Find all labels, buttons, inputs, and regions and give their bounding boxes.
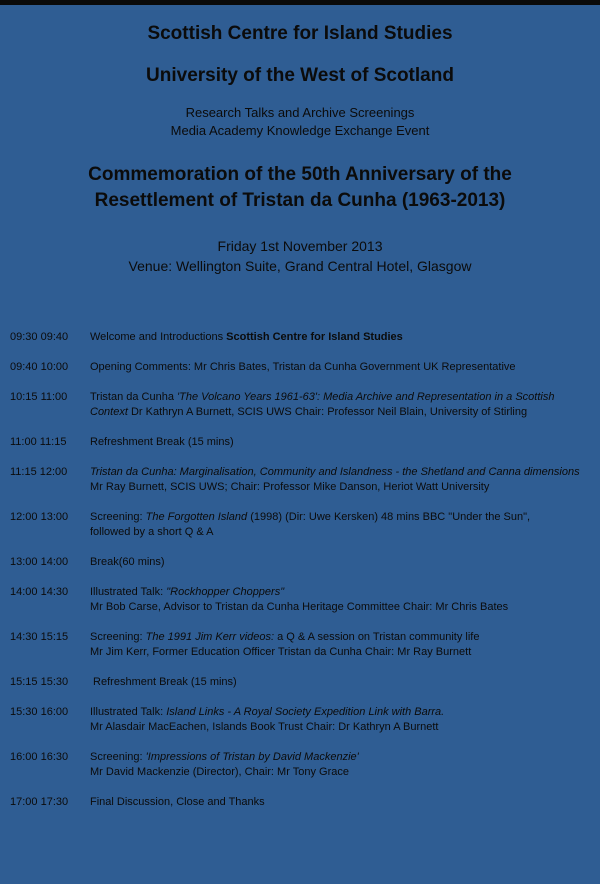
session-title: The Forgotten Island bbox=[145, 511, 248, 523]
session-line bbox=[90, 630, 595, 645]
session-speakers: Mr Jim Kerr, Former Education Officer Tristan da Cunha Chair: Mr Ray Burnett bbox=[90, 646, 472, 658]
schedule-row bbox=[10, 465, 595, 495]
session-line bbox=[90, 405, 595, 420]
event-header bbox=[0, 22, 600, 276]
event-subtitle-2: Media Academy Knowledge Exchange Event bbox=[170, 123, 430, 138]
session-description bbox=[90, 585, 595, 615]
time-slot: 10:15 11:00 bbox=[10, 391, 68, 403]
session-title-cont: Context bbox=[90, 406, 128, 418]
organization-name: Scottish Centre for Island Studies bbox=[147, 23, 453, 44]
schedule-row bbox=[10, 675, 595, 690]
session-description bbox=[90, 390, 595, 420]
time-slot: 09:40 10:00 bbox=[10, 361, 69, 373]
session-description bbox=[90, 330, 595, 345]
session-text: Opening Comments: Mr Chris Bates, Tristan da Cunha Government UK Representative bbox=[90, 361, 516, 373]
event-date-venue bbox=[0, 236, 600, 276]
top-border bbox=[0, 0, 600, 5]
session-text: Break(60 mins) bbox=[90, 556, 165, 568]
schedule-row bbox=[10, 360, 595, 375]
event-subtitle: Research Talks and Archive Screenings bbox=[185, 105, 415, 120]
session-details: a Q & A session on Tristan community life bbox=[274, 631, 480, 643]
event-title-line-1: Commemoration of the 50th Anniversary of the bbox=[88, 164, 512, 185]
time-slot: 15:30 16:00 bbox=[10, 706, 69, 718]
session-description bbox=[90, 360, 595, 375]
session-title: 'The Volcano Years 1961-63': Media Archive and Representation in a Scottish bbox=[177, 391, 555, 403]
time-slot: 11:15 12:00 bbox=[10, 466, 68, 478]
session-title: 'Impressions of Tristan by David Mackenzie' bbox=[145, 751, 359, 763]
time-slot: 13:00 14:00 bbox=[10, 556, 69, 568]
session-title: The 1991 Jim Kerr videos: bbox=[145, 631, 275, 643]
event-date: Friday 1st November 2013 bbox=[217, 238, 383, 254]
session-text: Tristan da Cunha bbox=[90, 391, 178, 403]
session-speakers: Mr Bob Carse, Advisor to Tristan da Cunha Heritage Committee Chair: Mr Chris Bates bbox=[90, 601, 509, 613]
session-line bbox=[90, 585, 595, 600]
session-description bbox=[90, 675, 595, 690]
time-slot: 09:30 09:40 bbox=[10, 331, 69, 343]
university-name: University of the West of Scotland bbox=[146, 65, 454, 86]
schedule-row bbox=[10, 705, 595, 735]
event-title-line-2: Resettlement of Tristan da Cunha (1963-2013) bbox=[94, 190, 506, 211]
session-host: Scottish Centre for Island Studies bbox=[226, 331, 403, 343]
session-title: "Rockhopper Choppers" bbox=[166, 586, 285, 598]
session-followup: followed by a short Q & A bbox=[90, 526, 214, 538]
schedule-row bbox=[10, 435, 595, 450]
session-speakers: Mr David Mackenzie (Director), Chair: Mr Tony Grace bbox=[90, 766, 349, 778]
session-text: Refreshment Break (15 mins) bbox=[90, 436, 234, 448]
schedule bbox=[10, 330, 595, 825]
session-description bbox=[90, 555, 595, 570]
session-line bbox=[90, 510, 595, 525]
time-slot: 17:00 17:30 bbox=[10, 796, 69, 808]
session-description bbox=[90, 465, 595, 495]
session-text: Final Discussion, Close and Thanks bbox=[90, 796, 265, 808]
time-slot: 11:00 11:15 bbox=[10, 436, 67, 448]
event-venue: Venue: Wellington Suite, Grand Central Hotel, Glasgow bbox=[128, 258, 472, 274]
schedule-row bbox=[10, 750, 595, 780]
session-text: Screening: bbox=[90, 751, 146, 763]
session-description bbox=[90, 435, 595, 450]
session-text: Refreshment Break (15 mins) bbox=[90, 676, 237, 688]
time-slot: 16:00 16:30 bbox=[10, 751, 69, 763]
schedule-row bbox=[10, 555, 595, 570]
session-description bbox=[90, 705, 595, 735]
schedule-row bbox=[10, 330, 595, 345]
session-speakers: Mr Alasdair MacEachen, Islands Book Trust Chair: Dr Kathryn A Burnett bbox=[90, 721, 439, 733]
session-title: Island Links - A Royal Society Expedition Link with Barra. bbox=[166, 706, 445, 718]
session-speakers: Mr Ray Burnett, SCIS UWS; Chair: Professor Mike Danson, Heriot Watt University bbox=[90, 481, 490, 493]
event-title bbox=[0, 162, 600, 214]
time-slot: 14:30 15:15 bbox=[10, 631, 69, 643]
schedule-row bbox=[10, 630, 595, 660]
session-line bbox=[90, 705, 595, 720]
session-description bbox=[90, 795, 595, 810]
schedule-row bbox=[10, 585, 595, 615]
time-slot: 15:15 15:30 bbox=[10, 676, 69, 688]
session-speakers: Dr Kathryn A Burnett, SCIS UWS Chair: Professor Neil Blain, University of Stirling bbox=[127, 406, 528, 418]
session-text: Screening: bbox=[90, 631, 146, 643]
session-description bbox=[90, 630, 595, 660]
session-line bbox=[90, 390, 595, 405]
session-line bbox=[90, 750, 595, 765]
session-description bbox=[90, 510, 595, 540]
session-text: Illustrated Talk: bbox=[90, 706, 167, 718]
session-description bbox=[90, 750, 595, 780]
session-details: (1998) (Dir: Uwe Kersken) 48 mins BBC "Under the Sun", bbox=[247, 511, 531, 523]
session-text: Illustrated Talk: bbox=[90, 586, 167, 598]
schedule-row bbox=[10, 390, 595, 420]
schedule-row bbox=[10, 795, 595, 810]
session-text: Welcome and Introductions bbox=[90, 331, 227, 343]
session-text: Screening: bbox=[90, 511, 146, 523]
session-title: Tristan da Cunha: Marginalisation, Community and Islandness - the Shetland and Canna dimensions bbox=[90, 466, 580, 478]
time-slot: 12:00 13:00 bbox=[10, 511, 69, 523]
schedule-row bbox=[10, 510, 595, 540]
time-slot: 14:00 14:30 bbox=[10, 586, 69, 598]
